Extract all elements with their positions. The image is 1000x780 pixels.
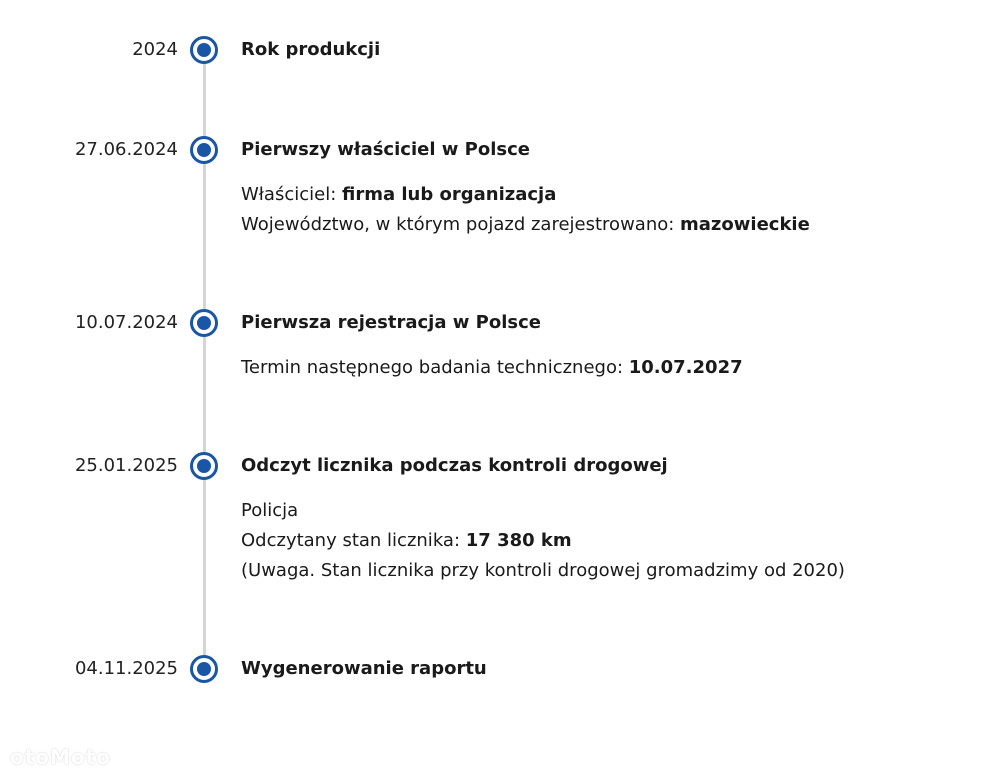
detail-label: Województwo, w którym pojazd zarejestrowano:: [241, 214, 681, 235]
timeline-node-icon: [190, 36, 218, 64]
watermark-logo: otoMoto: [10, 745, 111, 769]
event-content: [241, 454, 981, 586]
detail-note: [241, 556, 981, 586]
detail-voivodeship: [241, 210, 981, 240]
event-details: [241, 180, 981, 240]
detail-authority: [241, 496, 981, 526]
event-content: [241, 138, 981, 240]
detail-label: Policja: [241, 500, 299, 521]
detail-next-inspection: [241, 353, 981, 383]
event-title: Wygenerowanie raportu: [241, 658, 487, 679]
event-date: 2024: [132, 39, 178, 60]
event-title: Pierwsza rejestracja w Polsce: [241, 312, 541, 333]
detail-label: Właściciel:: [241, 184, 342, 205]
timeline-node-icon: [190, 136, 218, 164]
detail-value: firma lub organizacja: [341, 184, 557, 205]
event-content: [241, 311, 981, 383]
detail-label: (Uwaga. Stan licznika przy kontroli drogowej gromadzimy od 2020): [241, 560, 845, 581]
event-content: [241, 657, 981, 681]
detail-odometer: [241, 526, 981, 556]
timeline-node-icon: [190, 309, 218, 337]
detail-value: 17 380 km: [465, 530, 572, 551]
detail-owner: [241, 180, 981, 210]
timeline-node-icon: [190, 452, 218, 480]
event-title: Rok produkcji: [241, 39, 381, 60]
event-date: 10.07.2024: [74, 312, 178, 333]
detail-value: mazowieckie: [680, 214, 810, 235]
event-date: 04.11.2025: [74, 658, 178, 679]
event-date: 27.06.2024: [74, 139, 178, 160]
timeline-node-icon: [190, 655, 218, 683]
event-title: Pierwszy właściciel w Polsce: [241, 139, 530, 160]
detail-label: Termin następnego badania technicznego:: [241, 357, 629, 378]
detail-value: 10.07.2027: [628, 357, 743, 378]
event-title: Odczyt licznika podczas kontroli drogowej: [241, 455, 668, 476]
event-content: [241, 38, 981, 62]
detail-label: Odczytany stan licznika:: [241, 530, 466, 551]
event-date: 25.01.2025: [74, 455, 178, 476]
event-details: [241, 353, 981, 383]
event-details: [241, 496, 981, 586]
